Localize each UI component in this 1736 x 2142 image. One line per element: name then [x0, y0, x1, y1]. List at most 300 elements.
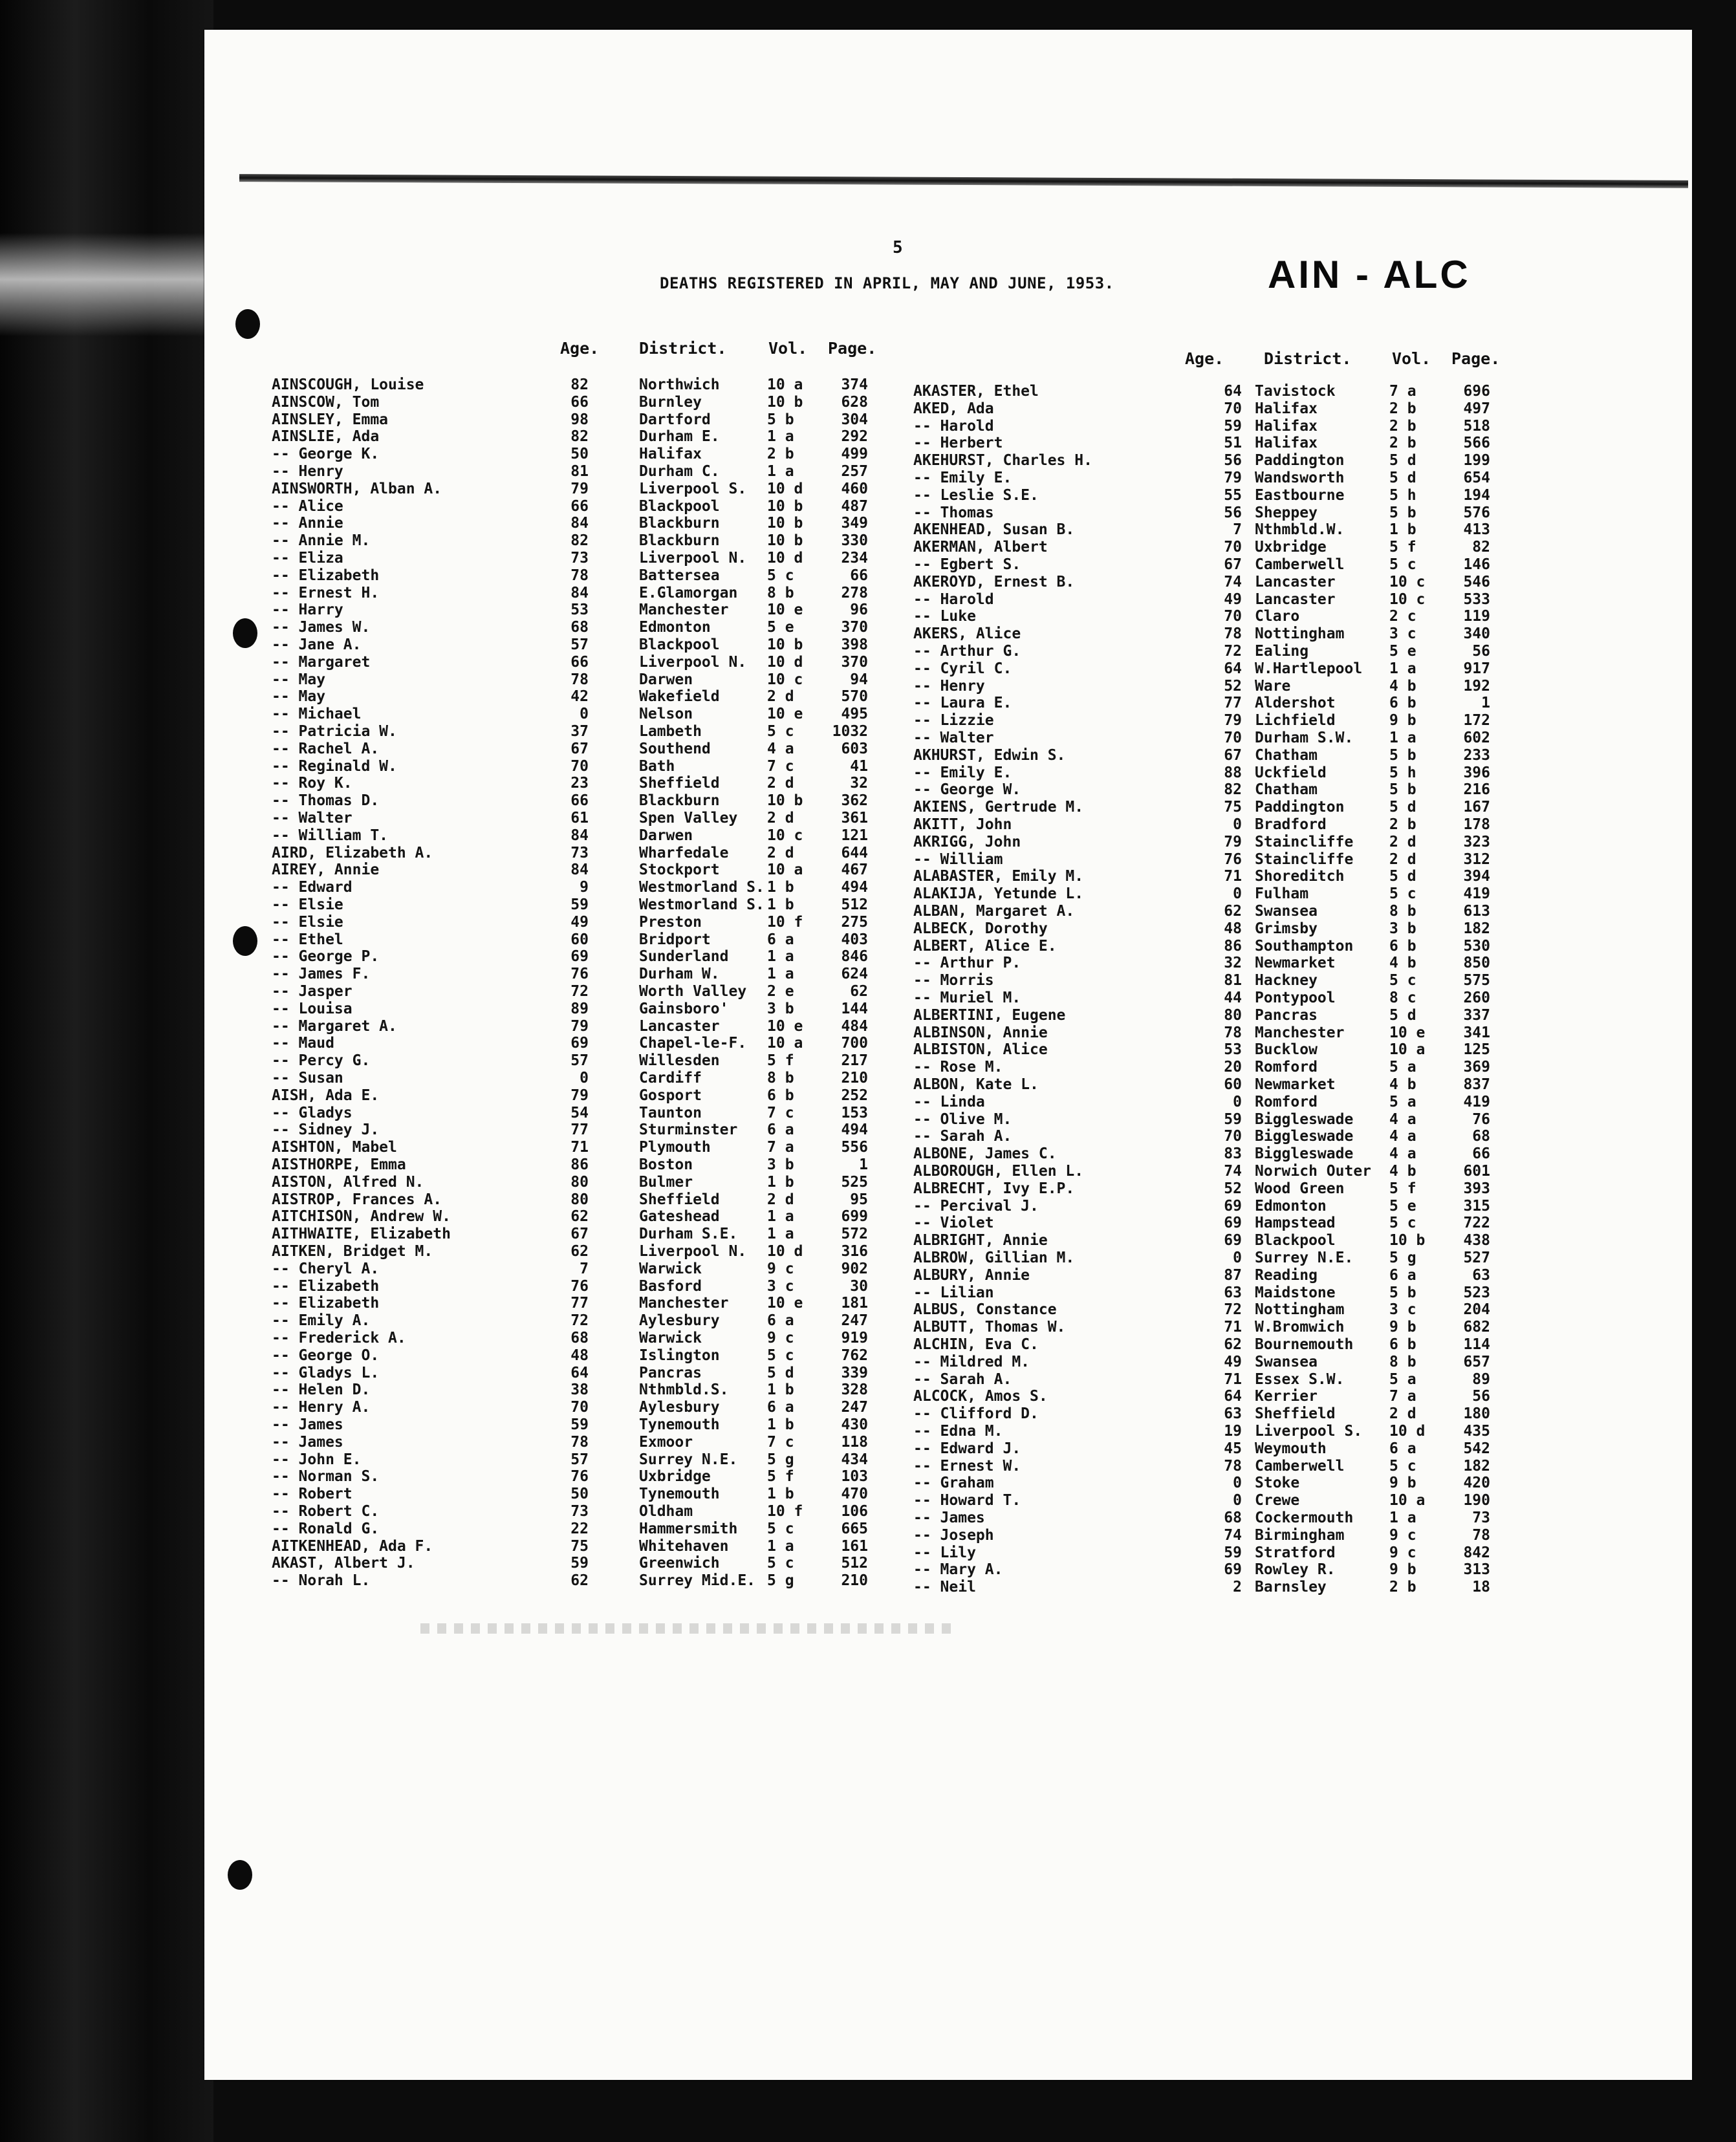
entry-district: Rowley R.: [1255, 1561, 1336, 1579]
entry-name: -- Leslie S.E.: [913, 486, 1039, 504]
entry-row: [913, 938, 1515, 955]
entry-age: 0: [1233, 816, 1242, 833]
entry-district: Halifax: [639, 446, 702, 463]
entry-row: [913, 504, 1515, 521]
entry-volume: 2 b: [1389, 400, 1416, 417]
entry-page: 167: [1463, 799, 1490, 816]
entry-row: [913, 764, 1515, 781]
entry-name: -- George O.: [272, 1347, 380, 1364]
entry-page: 180: [1463, 1405, 1490, 1423]
entry-name: -- Muriel M.: [913, 990, 1021, 1006]
entry-row: [272, 827, 893, 844]
entry-page: 114: [1463, 1336, 1490, 1353]
entry-name: -- Jasper: [272, 983, 353, 1000]
entry-district: Surrey N.E.: [1255, 1250, 1354, 1266]
entry-volume: 2 d: [767, 844, 794, 861]
entry-district: Durham C.: [639, 463, 720, 480]
entry-row: [272, 948, 893, 965]
entry-volume: 10 a: [1389, 1492, 1426, 1509]
entry-district: Blackpool: [639, 636, 720, 653]
entry-volume: 1 a: [1389, 660, 1416, 677]
entry-district: Taunton: [639, 1104, 702, 1121]
entry-name: -- Graham: [913, 1475, 994, 1492]
entry-age: 64: [1224, 383, 1242, 400]
entry-age: 57: [570, 1052, 589, 1070]
entry-age: 76: [570, 1277, 589, 1295]
entry-volume: 6 b: [767, 1087, 794, 1104]
entry-district: Lichfield: [1255, 712, 1336, 730]
entry-age: 62: [570, 1243, 589, 1260]
entry-district: Gateshead: [639, 1208, 720, 1226]
entry-age: 7: [1233, 521, 1242, 539]
entry-age: 70: [1224, 400, 1242, 417]
entry-page: 361: [841, 810, 868, 827]
entry-age: 49: [1224, 1353, 1242, 1370]
entry-name: -- Morris: [913, 972, 994, 990]
entry-row: [272, 1243, 893, 1260]
entry-row: [913, 695, 1515, 711]
entry-page: 530: [1463, 937, 1490, 955]
entry-district: Durham E.: [639, 428, 720, 446]
entry-page: 628: [841, 393, 868, 411]
entry-page: 499: [841, 446, 868, 463]
entry-district: Southend: [639, 740, 711, 757]
entry-age: 81: [1224, 972, 1242, 990]
entry-row: [913, 625, 1515, 642]
entry-page: 370: [841, 653, 868, 671]
entry-volume: 10 b: [1389, 1232, 1426, 1250]
entry-volume: 4 a: [1389, 1145, 1416, 1163]
entry-row: [913, 435, 1515, 451]
entry-volume: 10 e: [767, 706, 803, 723]
entry-age: 42: [570, 688, 589, 706]
entry-page: 340: [1463, 625, 1490, 643]
entry-district: Blackburn: [639, 515, 720, 532]
entry-district: Biggleswade: [1255, 1145, 1354, 1163]
entry-name: AISTON, Alfred N.: [272, 1173, 424, 1191]
binder-hole: [233, 618, 257, 648]
entry-volume: 10 b: [767, 497, 803, 515]
entry-age: 84: [570, 584, 589, 601]
entry-age: 74: [1224, 1163, 1242, 1180]
entry-district: Nelson: [639, 706, 693, 723]
entry-name: AKERS, Alice: [913, 625, 1021, 643]
entry-age: 59: [1224, 1110, 1242, 1128]
entry-age: 64: [1224, 660, 1242, 677]
entry-name: -- John E.: [272, 1451, 362, 1468]
entry-age: 60: [570, 931, 589, 948]
entry-name: -- Sarah A.: [913, 1370, 1012, 1388]
entry-page: 32: [850, 775, 868, 792]
entry-page: 369: [1463, 1059, 1490, 1076]
entry-volume: 5 c: [767, 1520, 794, 1537]
entry-row: [272, 1191, 893, 1208]
entry-age: 72: [1224, 1301, 1242, 1319]
entry-volume: 6 b: [1389, 937, 1416, 955]
entry-page: 601: [1463, 1163, 1490, 1180]
entry-district: Warwick: [639, 1260, 702, 1277]
entry-age: 71: [1224, 1370, 1242, 1388]
entry-name: -- Gladys L.: [272, 1364, 380, 1381]
left-age-header: Age.: [560, 339, 600, 358]
entry-page: 1: [859, 1156, 868, 1173]
entry-row: [272, 1365, 893, 1381]
entry-age: 0: [1233, 885, 1242, 903]
entry-volume: 5 d: [1389, 868, 1416, 885]
entry-district: Durham S.W.: [1255, 730, 1354, 746]
entry-age: 88: [1224, 764, 1242, 781]
entry-district: Bournemouth: [1255, 1336, 1354, 1353]
entry-row: [913, 1267, 1515, 1284]
entry-page: 518: [1463, 417, 1490, 435]
right-vol-header: Vol.: [1392, 349, 1431, 368]
entry-district: Edmonton: [1255, 1197, 1327, 1215]
entry-row: [272, 1572, 893, 1589]
entry-name: -- Thomas D.: [272, 792, 380, 810]
left-district-header: District.: [639, 339, 727, 358]
entry-volume: 1 a: [767, 1537, 794, 1555]
entry-name: -- William: [913, 850, 1003, 868]
entry-age: 75: [570, 1537, 589, 1555]
entry-age: 73: [570, 844, 589, 861]
entry-page: 304: [841, 411, 868, 428]
entry-name: -- Sidney J.: [272, 1121, 380, 1139]
entry-page: 182: [1463, 1457, 1490, 1475]
entry-row: [913, 678, 1515, 695]
entry-age: 78: [570, 671, 589, 688]
entry-page: 349: [841, 515, 868, 532]
entry-volume: 10 d: [1389, 1423, 1426, 1440]
entry-row: [272, 792, 893, 809]
entry-volume: 4 a: [767, 740, 794, 757]
entry-district: Claro: [1255, 608, 1300, 625]
entry-volume: 10 b: [767, 792, 803, 810]
entry-volume: 6 a: [767, 931, 794, 948]
entry-age: 67: [570, 740, 589, 757]
entry-row: [913, 1250, 1515, 1266]
entry-page: 247: [841, 1312, 868, 1330]
entry-age: 45: [1224, 1440, 1242, 1457]
entry-row: [272, 1434, 893, 1451]
entry-volume: 2 d: [1389, 833, 1416, 850]
entry-volume: 4 b: [1389, 955, 1416, 972]
entry-row: [913, 591, 1515, 608]
entry-name: -- Emily E.: [913, 470, 1012, 486]
entry-row: [913, 1007, 1515, 1024]
entry-name: AKEHURST, Charles H.: [913, 452, 1092, 470]
entry-volume: 2 b: [1389, 816, 1416, 833]
entry-page: 316: [841, 1243, 868, 1260]
entry-row: [272, 567, 893, 584]
left-vol-header: Vol.: [768, 339, 808, 358]
entry-district: Hackney: [1255, 972, 1318, 990]
entry-volume: 5 c: [767, 723, 794, 740]
entry-name: AITHWAITE, Elizabeth: [272, 1226, 451, 1243]
entry-volume: 5 e: [767, 619, 794, 636]
entry-name: -- Patricia W.: [272, 723, 397, 740]
entry-age: 80: [570, 1173, 589, 1191]
entry-age: 70: [1224, 730, 1242, 746]
entry-volume: 5 a: [1389, 1059, 1416, 1076]
entry-volume: 10 a: [1389, 1041, 1426, 1059]
left-page-header: Page.: [828, 339, 877, 358]
entry-age: 68: [570, 1330, 589, 1347]
entry-page: 121: [841, 827, 868, 844]
entry-age: 51: [1224, 435, 1242, 452]
entry-volume: 5 b: [1389, 504, 1416, 521]
entry-volume: 5 g: [1389, 1250, 1416, 1266]
entry-name: AINSCOUGH, Louise: [272, 376, 424, 393]
entry-name: -- Arthur P.: [913, 955, 1021, 972]
entry-name: -- Edward: [272, 879, 353, 896]
entry-page: 566: [1463, 435, 1490, 452]
entry-district: Westmorland S.: [639, 879, 765, 896]
entry-volume: 5 c: [767, 1347, 794, 1364]
entry-age: 0: [1233, 1093, 1242, 1110]
entry-row: [913, 1458, 1515, 1475]
entry-row: [913, 799, 1515, 816]
entry-name: -- Luke: [913, 608, 976, 625]
entry-age: 70: [1224, 608, 1242, 625]
entry-district: Cockermouth: [1255, 1509, 1354, 1526]
entry-name: AKERMAN, Albert: [913, 539, 1048, 556]
entry-volume: 5 c: [1389, 1457, 1416, 1475]
entry-district: Battersea: [639, 567, 720, 584]
entry-name: -- George P.: [272, 948, 380, 966]
entry-name: ALBERTINI, Eugene: [913, 1006, 1066, 1024]
entry-row: [913, 1198, 1515, 1215]
entry-volume: 2 b: [1389, 417, 1416, 435]
entry-name: -- Percy G.: [272, 1052, 371, 1070]
entry-name: -- Michael: [272, 706, 362, 723]
entry-page: 1: [1481, 695, 1490, 712]
entry-age: 48: [570, 1347, 589, 1364]
entry-district: Nthmbld.S.: [639, 1381, 729, 1399]
entry-name: -- Clifford D.: [913, 1405, 1039, 1423]
entry-volume: 5 b: [1389, 1284, 1416, 1301]
entry-name: -- Lily: [913, 1544, 976, 1561]
entry-district: Lambeth: [639, 723, 702, 740]
entry-volume: 5 c: [1389, 885, 1416, 903]
entry-district: Romford: [1255, 1093, 1318, 1110]
entry-name: ALCHIN, Eva C.: [913, 1336, 1039, 1353]
entry-age: 80: [1224, 1006, 1242, 1024]
entry-page: 216: [1463, 781, 1490, 799]
entry-name: -- Eliza: [272, 550, 343, 567]
entry-district: Uxbridge: [639, 1468, 711, 1486]
entry-page: 434: [841, 1451, 868, 1468]
entry-page: 495: [841, 706, 868, 723]
entry-row: [913, 556, 1515, 573]
entry-row: [913, 539, 1515, 556]
entry-district: Oldham: [639, 1503, 693, 1520]
entry-name: -- Robert: [272, 1486, 353, 1503]
entry-row: [272, 1468, 893, 1485]
entry-age: 59: [570, 1555, 589, 1572]
entry-volume: 10 a: [767, 376, 803, 393]
entry-volume: 10 e: [1389, 1024, 1426, 1041]
entry-volume: 10 e: [767, 1017, 803, 1035]
entry-name: ALAKIJA, Yetunde L.: [913, 885, 1084, 903]
entry-age: 78: [1224, 1457, 1242, 1475]
entry-name: -- James F.: [272, 966, 371, 983]
entry-age: 37: [570, 723, 589, 740]
entry-age: 54: [570, 1104, 589, 1121]
entry-age: 75: [1224, 799, 1242, 816]
entry-page: 1032: [832, 723, 868, 740]
entry-district: Worth Valley: [639, 983, 747, 1000]
entry-volume: 10 b: [767, 393, 803, 411]
entry-row: [913, 574, 1515, 590]
entry-volume: 1 b: [767, 1416, 794, 1433]
entry-page: 699: [841, 1208, 868, 1226]
entry-age: 63: [1224, 1284, 1242, 1301]
entry-name: -- Cyril C.: [913, 660, 1012, 677]
entry-volume: 9 c: [767, 1330, 794, 1347]
entry-name: -- Joseph: [913, 1526, 994, 1544]
entry-volume: 6 a: [1389, 1266, 1416, 1284]
entry-page: 119: [1463, 608, 1490, 625]
entry-name: -- Violet: [913, 1215, 994, 1232]
entry-name: -- Helen D.: [272, 1381, 371, 1399]
entry-row: [913, 1128, 1515, 1145]
entry-volume: 10 b: [767, 532, 803, 550]
entry-row: [913, 1492, 1515, 1509]
entry-page: 260: [1463, 990, 1490, 1006]
entry-age: 79: [570, 480, 589, 497]
entry-age: 86: [1224, 937, 1242, 955]
entry-age: 79: [570, 1087, 589, 1104]
entry-volume: 5 e: [1389, 643, 1416, 660]
entry-name: -- Henry: [913, 677, 985, 695]
entry-age: 76: [570, 1468, 589, 1486]
entry-row: [913, 1059, 1515, 1076]
entry-age: 66: [570, 653, 589, 671]
entry-page: 172: [1463, 712, 1490, 730]
entry-age: 57: [570, 636, 589, 653]
entry-age: 61: [570, 810, 589, 827]
entry-volume: 5 c: [1389, 972, 1416, 990]
entry-row: [913, 1319, 1515, 1336]
entry-row: [272, 376, 893, 393]
entry-name: AISHTON, Mabel: [272, 1139, 397, 1156]
entry-district: Nottingham: [1255, 1301, 1345, 1319]
entry-age: 62: [570, 1208, 589, 1226]
entry-page: 572: [841, 1226, 868, 1243]
entry-page: 234: [841, 550, 868, 567]
entry-district: Essex S.W.: [1255, 1370, 1345, 1388]
entry-district: Spen Valley: [639, 810, 738, 827]
entry-name: -- Norah L.: [272, 1572, 371, 1590]
entry-age: 59: [1224, 417, 1242, 435]
entry-name: -- Ernest W.: [913, 1457, 1021, 1475]
entry-name: AKAST, Albert J.: [272, 1555, 415, 1572]
entry-age: 82: [570, 376, 589, 393]
entry-row: [913, 1475, 1515, 1491]
entry-page: 700: [841, 1035, 868, 1052]
entry-row: [272, 1260, 893, 1277]
entry-volume: 9 b: [1389, 1475, 1416, 1492]
entry-page: 103: [841, 1468, 868, 1486]
entry-district: Swansea: [1255, 903, 1318, 920]
entry-row: [913, 608, 1515, 625]
entry-page: 66: [850, 567, 868, 584]
entry-page: 487: [841, 497, 868, 515]
entry-page: 233: [1463, 746, 1490, 764]
entry-row: [913, 400, 1515, 417]
entry-age: 66: [570, 792, 589, 810]
entry-row: [272, 1520, 893, 1537]
entry-volume: 10 c: [1389, 590, 1426, 608]
entry-age: 72: [1224, 643, 1242, 660]
entry-row: [272, 879, 893, 896]
entry-district: Surrey Mid.E.: [639, 1572, 756, 1590]
entry-page: 217: [841, 1052, 868, 1070]
entry-district: Shoreditch: [1255, 868, 1345, 885]
entry-page: 330: [841, 532, 868, 550]
entry-district: Pontypool: [1255, 990, 1336, 1006]
entry-volume: 3 b: [767, 1000, 794, 1017]
entry-age: 77: [1224, 695, 1242, 712]
entry-page: 613: [1463, 903, 1490, 920]
entry-page: 56: [1472, 643, 1490, 660]
entry-district: Gainsboro': [639, 1000, 729, 1017]
entry-district: Liverpool N.: [639, 1243, 747, 1260]
entry-page: 275: [841, 913, 868, 931]
entry-row: [272, 1330, 893, 1347]
entry-name: AITKENHEAD, Ada F.: [272, 1537, 433, 1555]
entry-row: [272, 1555, 893, 1572]
entry-row: [913, 1509, 1515, 1526]
entry-row: [272, 1156, 893, 1173]
entry-district: Gosport: [639, 1087, 702, 1104]
entry-volume: 8 b: [1389, 1353, 1416, 1370]
entry-page: 252: [841, 1087, 868, 1104]
entry-page: 370: [841, 619, 868, 636]
entry-name: -- Laura E.: [913, 695, 1012, 712]
entry-page: 41: [850, 757, 868, 775]
entry-volume: 4 a: [1389, 1128, 1416, 1145]
entry-name: ALBOROUGH, Ellen L.: [913, 1163, 1084, 1180]
entry-page: 846: [841, 948, 868, 966]
entry-page: 494: [841, 879, 868, 896]
entry-district: Crewe: [1255, 1492, 1300, 1509]
entry-page: 181: [841, 1295, 868, 1312]
entry-age: 81: [570, 463, 589, 480]
entry-district: Sheffield: [1255, 1405, 1336, 1423]
entry-row: [272, 741, 893, 757]
entry-row: [913, 1145, 1515, 1162]
entry-district: Tynemouth: [639, 1486, 720, 1503]
entry-row: [913, 383, 1515, 400]
entry-name: -- Ethel: [272, 931, 343, 948]
entry-district: Chatham: [1255, 746, 1318, 764]
entry-volume: 10 f: [767, 1503, 803, 1520]
entry-row: [272, 983, 893, 1000]
entry-age: 72: [570, 983, 589, 1000]
entry-row: [272, 585, 893, 601]
entry-name: -- Elizabeth: [272, 1295, 380, 1312]
entry-row: [272, 1208, 893, 1225]
entry-district: Ealing: [1255, 643, 1309, 660]
entry-volume: 10 d: [767, 653, 803, 671]
entry-row: [272, 1001, 893, 1017]
entry-volume: 2 e: [767, 983, 794, 1000]
entry-page: 438: [1463, 1232, 1490, 1250]
entry-name: -- Neil: [913, 1579, 976, 1596]
entry-district: Wood Green: [1255, 1180, 1345, 1197]
entry-age: 82: [1224, 781, 1242, 799]
